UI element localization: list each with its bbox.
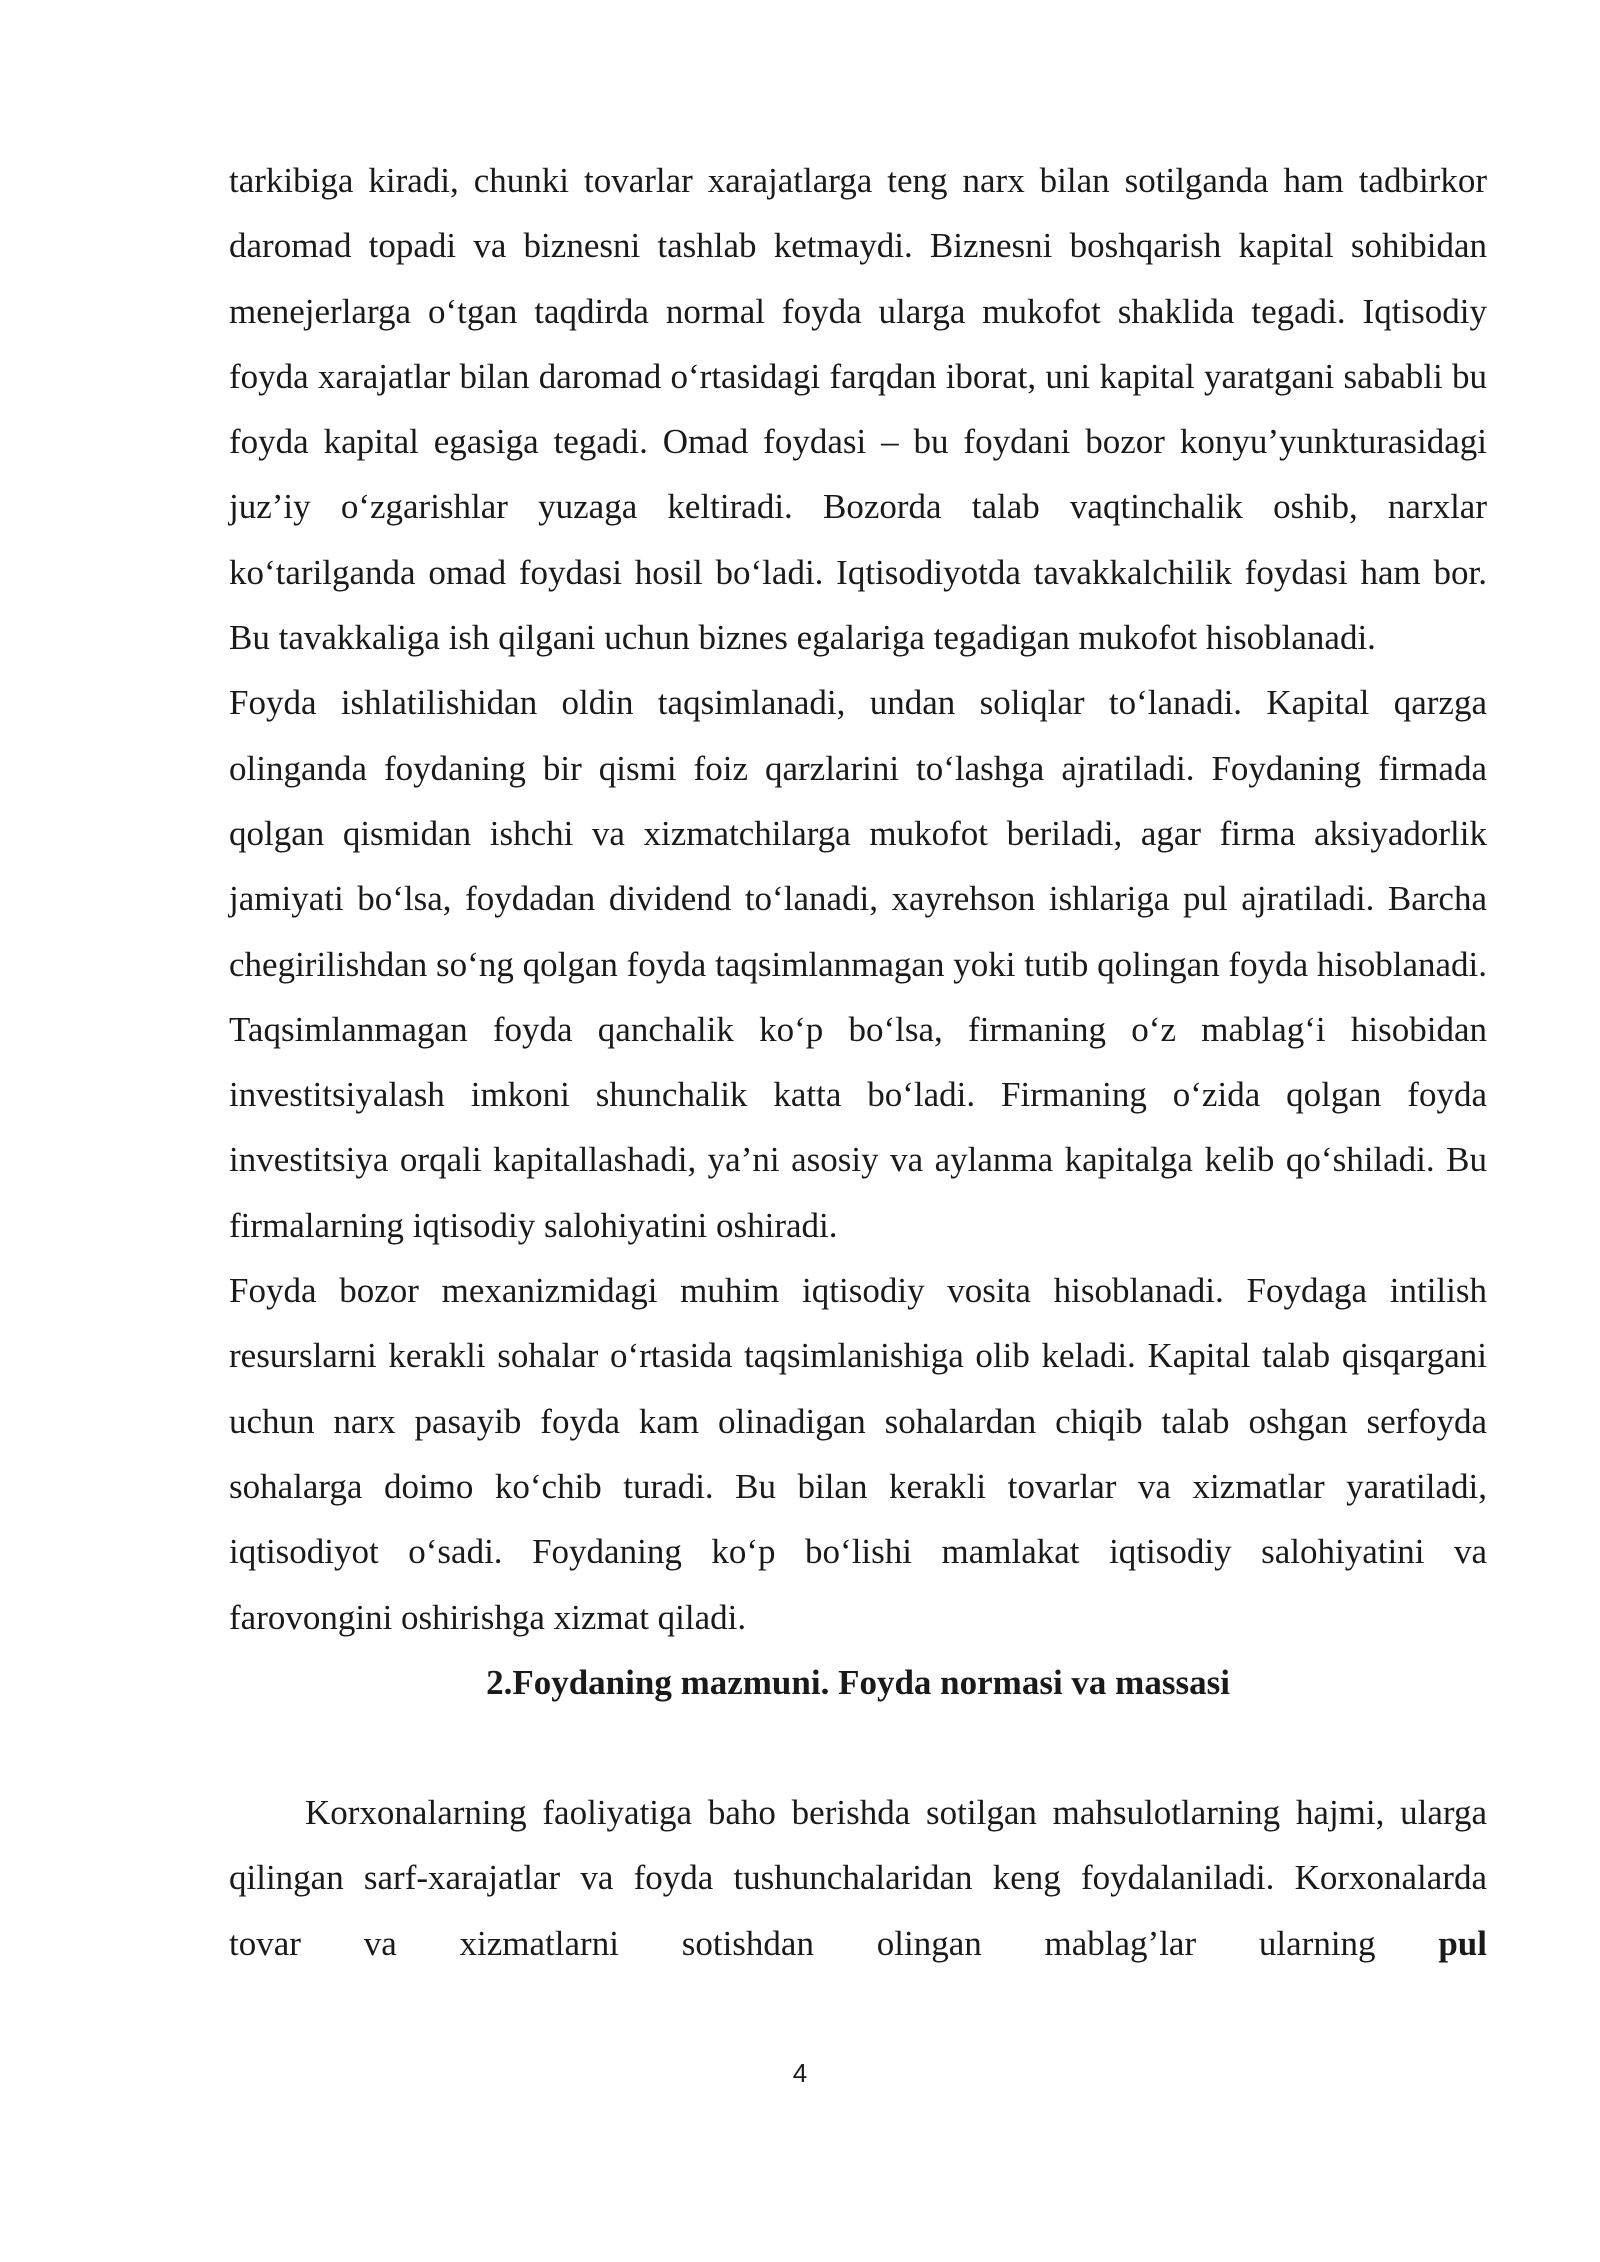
body-paragraph-1: tarkibiga kiradi, chunki tovarlar xarajatlarga teng narx bilan sotilganda ham tadbirkor daromad topadi va biznesni tashlab ketmaydi. Biznesni boshqarish kapital sohibidan menejerlarga o‘tgan taqdirda normal foyda ularga mukofot shaklida tegadi. Iqtisodiy foyda xarajatlar bilan daromad o‘rtasidagi farqdan iborat, uni kapital yaratgani sababli bu foyda kapital egasiga tegadi. Omad foydasi – bu foydani bozor konyu’yunkturasidagi juz’iy o‘zgarishlar yuzaga keltiradi. Bozorda talab vaqtinchalik oshib, narxlar ko‘tarilganda omad foydasi hosil bo‘ladi. Iqtisodiyotda tavakkalchilik foydasi ham bor. Bu tavakkaliga ish qilgani uchun biznes egalariga tegadigan mukofot hisoblanadi. [229,161,1487,658]
page-number: 4 [792,2058,808,2088]
body-paragraph-4-text: Korxonalarning faoliyatiga baho berishda sotilgan mahsulotlarning hajmi, ularga qilingan sarf-xarajatlar va foyda tushunchalaridan keng foydalaniladi. Korxonalarda tovar va xizmatlarni sotishdan olingan mablag’lar ularning [229,1793,1487,1963]
section-heading: 2.Foydaning mazmuni. Foyda normasi va massasi [486,1662,1230,1702]
body-paragraph-2: Foyda ishlatilishidan oldin taqsimlanadi, undan soliqlar to‘lanadi. Kapital qarzga olinganda foydaning bir qismi foiz qarzlarini to‘lashga ajratiladi. Foydaning firmada qolgan qismidan ishchi va xizmatchilarga mukofot beriladi, agar firma aksiyadorlik jamiyati bo‘lsa, foydadan dividend to‘lanadi, xayrehson ishlariga pul ajratiladi. Barcha chegirilishdan so‘ng qolgan foyda taqsimlanmagan yoki tutib qolingan foyda hisoblanadi. Taqsimlanmagan foyda qanchalik ko‘p bo‘lsa, firmaning o‘z mablag‘i hisobidan investitsiyalash imkoni shunchalik katta bo‘ladi. Firmaning o‘zida qolgan foyda investitsiya orqali kapitallashadi, ya’ni asosiy va aylanma kapitalga kelib qo‘shiladi. Bu firmalarning iqtisodiy salohiyatini oshiradi. [229,683,1487,1245]
bold-term: pul [1438,1923,1487,1963]
heading-spacer [229,1715,1487,1780]
document-page [229,148,1487,1976]
body-paragraph-4 [229,1780,1487,1976]
body-paragraph-3: Foyda bozor mexanizmidagi muhim iqtisodiy vosita hisoblanadi. Foydaga intilish resurslarni kerakli sohalar o‘rtasida taqsimlanishiga olib keladi. Kapital talab qisqargani uchun narx pasayib foyda kam olinadigan sohalardan chiqib talab oshgan serfoyda sohalarga doimo ko‘chib turadi. Bu bilan kerakli tovarlar va xizmatlar yaratiladi, iqtisodiyot o‘sadi. Foydaning ko‘p bo‘lishi mamlakat iqtisodiy salohiyatini va farovongini oshirishga xizmat qiladi. [229,1271,1487,1637]
